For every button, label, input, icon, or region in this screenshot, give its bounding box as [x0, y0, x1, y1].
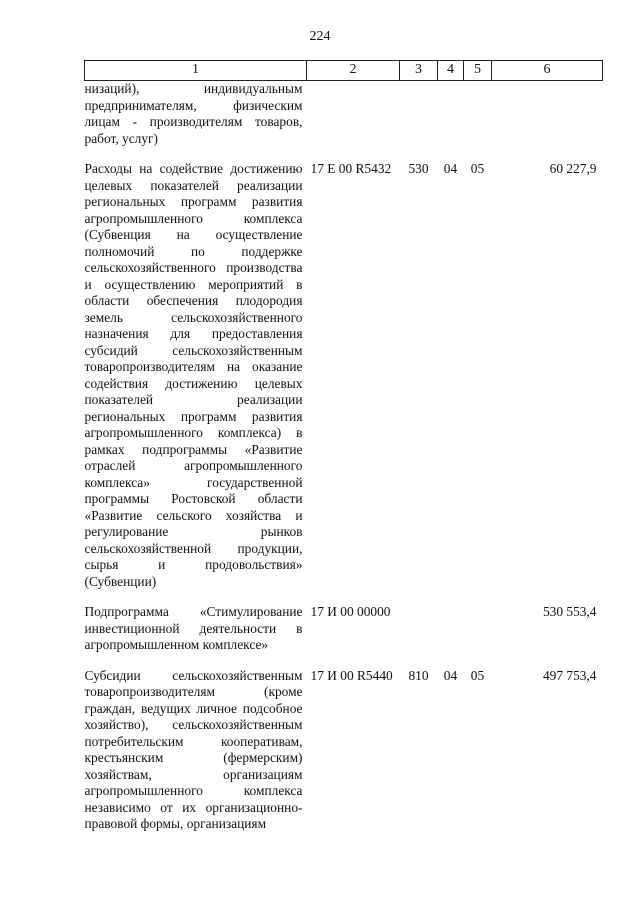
row-description: Подпрограмма «Стимулирование инвестиционной деятельности в агропромышленном комплексе» — [84, 604, 303, 652]
row-expense-type — [400, 81, 438, 162]
column-header: 2 — [307, 61, 400, 81]
row-amount: 60 227,9 — [549, 161, 597, 176]
table-row — [85, 81, 603, 162]
column-header: 3 — [400, 61, 438, 81]
row-subsection — [464, 604, 492, 668]
row-target-code: 17 И 00 R5440 — [310, 667, 393, 683]
row-description: Расходы на содействие достижению целевых показателей реализации региональных программ развития агропромышленного комплекса (Субвенция на осуществление полномочий по поддержке сельскохозяйственного производства и осуществлению мероприятий в области обеспечения плодородия земель сельскохозяйственного назначения для предоставления субсидий сельскохозяйственным товаропроизводителям на оказание содействия достижению целевых показателей реализации региональных программ развития агропромышленного комплекса) в рамках подпрограммы «Развитие отраслей агропромышленного комплекса» государственной программы Ростовской области «Развитие сельского хозяйства и регулирование рынков сельскохозяйственной продукции, сырья и продовольствия» (Субвенции) — [84, 161, 303, 589]
column-header: 4 — [438, 61, 464, 81]
page-number: 224 — [309, 29, 331, 44]
row-expense-type: 810 — [408, 667, 429, 683]
table-row — [85, 668, 603, 833]
row-section: 04 — [443, 161, 458, 176]
row-description: низаций), индивидуальным предпринимателям, физическим лицам - производителям товаров, работ, услуг) — [84, 81, 303, 146]
column-number-header-row — [85, 61, 603, 81]
row-expense-type — [400, 604, 438, 668]
row-amount: 497 753,4 — [542, 667, 597, 683]
row-description: Субсидии сельскохозяйственным товаропроизводителям (кроме граждан, ведущих личное подсобное хозяйство), сельскохозяйственным потребительским кооперативам, крестьянским (фермерским) хозяйствам, организациям агропромышленного комплекса независимо от их организационно-правовой формы, организациям — [84, 667, 303, 831]
column-header: 1 — [85, 61, 307, 81]
row-subsection — [464, 81, 492, 162]
row-section — [438, 81, 464, 162]
row-section: 04 — [443, 667, 458, 683]
row-expense-type: 530 — [408, 161, 429, 176]
table-row — [85, 161, 603, 604]
column-header: 6 — [492, 61, 603, 81]
row-amount: 530 553,4 — [542, 604, 597, 619]
table-row — [85, 604, 603, 668]
budget-table — [84, 60, 603, 833]
row-subsection: 05 — [470, 667, 485, 683]
column-header: 5 — [464, 61, 492, 81]
row-target-code: 17 Е 00 R5432 — [310, 161, 392, 176]
row-target-code: 17 И 00 00000 — [310, 604, 391, 619]
row-amount — [492, 81, 603, 162]
row-section — [438, 604, 464, 668]
row-target-code — [307, 81, 400, 162]
row-subsection: 05 — [470, 161, 485, 176]
